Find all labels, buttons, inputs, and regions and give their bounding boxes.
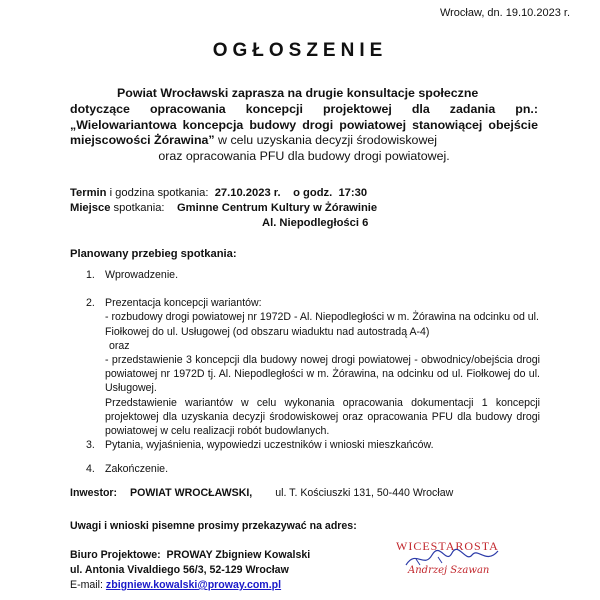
stamp-signature-name: Andrzej Szawan — [408, 565, 490, 576]
term-label-rest: i godzina spotkania: — [106, 187, 209, 199]
place-label: Miejsce — [70, 202, 111, 214]
item-sub-text: - rozbudowy drogi powiatowej nr 1972D - Al. Niepodległości w m. Żórawina na odcinku od ul. Fiołkowej do ul. Usługowej (od obszaru wiaduktu nad autostradą A-4) — [105, 311, 539, 338]
agenda-heading: Planowany przebieg spotkania: — [70, 248, 237, 260]
stamp-title: WICESTAROSTA — [396, 539, 499, 553]
meeting-place — [70, 201, 377, 216]
list-item — [70, 268, 540, 282]
document-date: Wrocław, dn. 19.10.2023 r. — [439, 7, 570, 19]
intro-line-1: Powiat Wrocławski zaprasza na drugie konsultacje społeczne — [117, 86, 479, 100]
term-label: Termin — [70, 187, 107, 199]
time-label: o godz. — [293, 187, 333, 199]
item-text: Pytania, wyjaśnienia, wypowiedzi uczestników i wnioski mieszkańców. — [105, 439, 434, 452]
document-title: OGŁOSZENIE — [212, 40, 388, 61]
office-name: PROWAY Zbigniew Kowalski — [166, 549, 311, 561]
investor-name: POWIAT WROCŁAWSKI, — [130, 487, 253, 499]
signature-scribble — [386, 535, 511, 587]
meeting-place-name: Gminne Centrum Kultury w Żórawinie — [176, 202, 378, 214]
signature-stroke — [406, 549, 498, 565]
item-number: 1. — [86, 269, 95, 281]
item-number: 2. — [86, 297, 95, 310]
email-link[interactable]: zbigniew.kowalski@proway.com.pl — [105, 579, 282, 591]
task-name: „Wielowariantowa koncepcja budowy drogi powiatowej stanowiącej obejście miejscowości Żórawina” — [70, 117, 538, 148]
list-item — [70, 462, 540, 476]
investor-label: Inwestor: — [70, 487, 118, 499]
item-text: Zakończenie. — [105, 463, 169, 476]
item-sub-text: Przedstawienie wariantów w celu wykonania opracowania dokumentacji 1 koncepcji projektowej dla uzyskania decyzji środowiskowej oraz opracowania PFU dla budowy drogi powiatowej w celu realizacji robót budowlanych. — [105, 396, 540, 438]
meeting-date: 27.10.2023 r. — [214, 187, 281, 199]
intro-purpose-1: w celu uzyskania decyzji środowiskowej — [214, 133, 438, 148]
item-number: 3. — [86, 439, 95, 452]
investor-address: ul. T. Kościuszki 131, 50-440 Wrocław — [275, 487, 454, 499]
intro-paragraph — [70, 86, 538, 165]
meeting-address: Al. Niepodległości 6 — [262, 217, 369, 229]
official-stamp — [386, 535, 511, 587]
item-sub-text: oraz — [109, 339, 130, 352]
place-label-rest: spotkania: — [110, 202, 165, 214]
intro-purpose-2: oraz opracowania PFU dla budowy drogi powiatowej. — [158, 149, 450, 164]
item-number: 4. — [86, 463, 95, 476]
meeting-info — [70, 186, 377, 231]
remarks-text: Uwagi i wnioski pisemne prosimy przekazywać na adres: — [70, 520, 357, 532]
item-text: Prezentacja koncepcji wariantów: — [105, 297, 262, 310]
office-street: ul. Antonia Vivaldiego 56/3, 52-129 Wrocław — [70, 564, 289, 576]
office-line — [70, 548, 310, 563]
item-sub-text: - przedstawienie 3 koncepcji dla budowy nowej drogi powiatowej - obwodnicy/obejścia drogi powiatowej nr 1972D tj. Al. Niepodległości w m. Żórawina, na odcinku od ul. Fiołkowej do ul. Usługowej. — [105, 354, 540, 395]
list-item — [70, 296, 540, 438]
email-label: E-mail: — [70, 579, 103, 591]
meeting-term — [70, 186, 377, 201]
meeting-time: 17:30 — [338, 187, 368, 199]
investor-line — [70, 487, 453, 499]
office-block — [70, 548, 310, 593]
office-label: Biuro Projektowe: — [70, 549, 161, 561]
agenda-list — [70, 268, 540, 477]
intro-line-2: dotyczące opracowania koncepcji projektowej dla zadania pn.: — [70, 101, 538, 116]
email-line — [70, 578, 310, 593]
item-text: Wprowadzenie. — [105, 269, 179, 281]
list-item — [70, 438, 540, 452]
